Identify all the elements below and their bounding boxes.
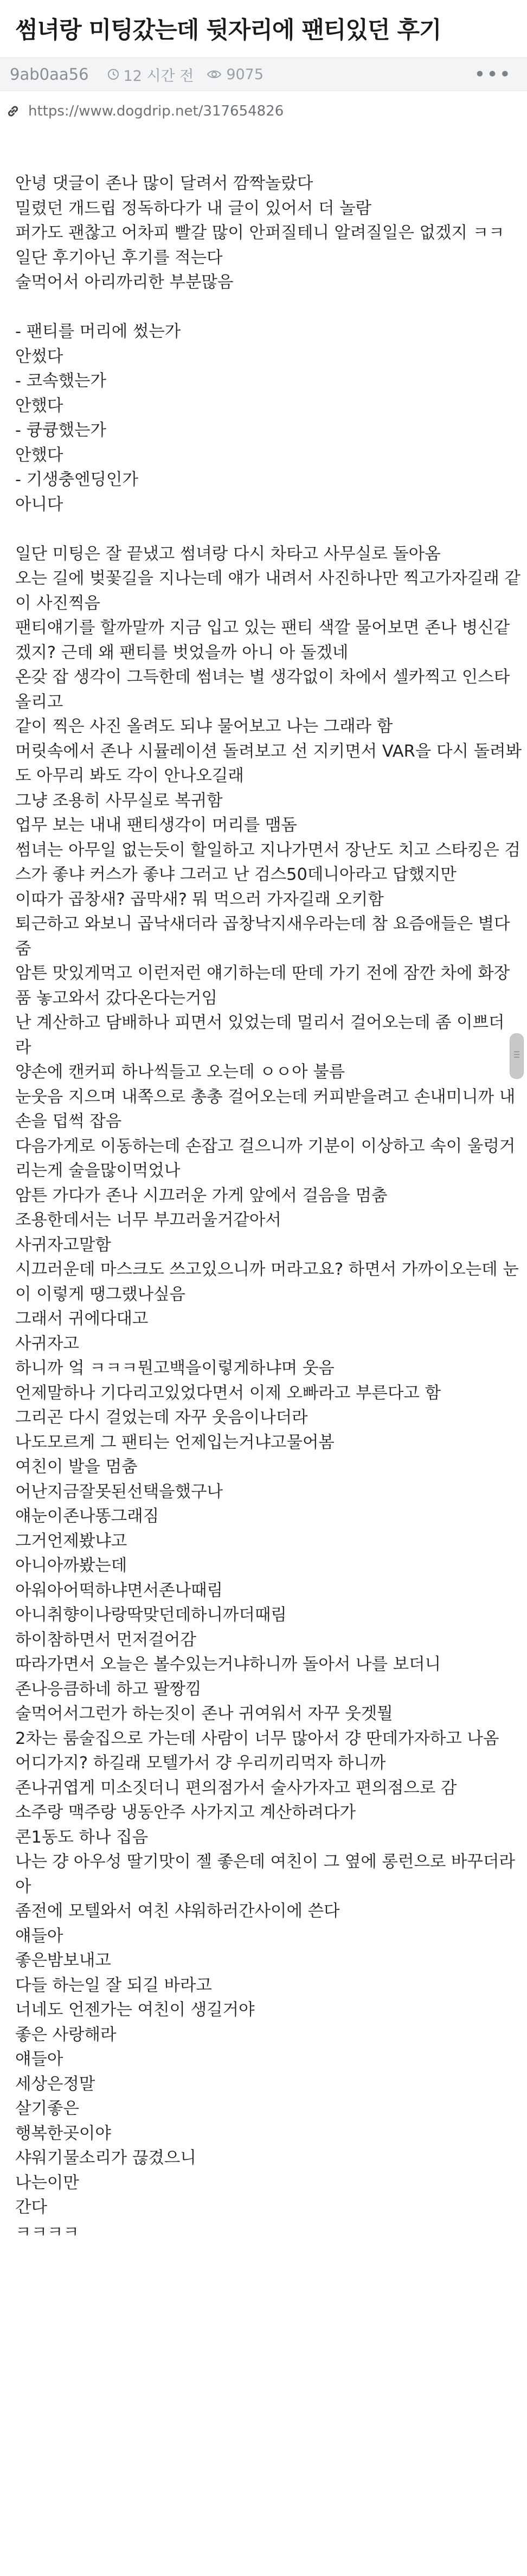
body-line: 눈웃음 지으며 내쪽으로 총총 걸어오는데 커피받을려고 손내미니까 내 <box>15 1087 516 1107</box>
body-line: 아 <box>15 1877 31 1896</box>
time-ago-label: 12 시간 전 <box>123 67 194 85</box>
body-line: 하이참하면서 먼저걸어감 <box>15 1630 196 1650</box>
body-line: 너네도 언젠가는 여친이 생길거야 <box>15 2000 255 2019</box>
body-line: 겠지? 근데 왜 팬티를 벗었을까 아니 아 돌겠네 <box>15 643 349 662</box>
body-line: 밀렸던 개드립 정독하다가 내 글이 있어서 더 놀람 <box>15 199 372 218</box>
body-line: 도 아무리 봐도 각이 안나오길래 <box>15 766 244 785</box>
post-meta-bar <box>0 57 527 91</box>
body-line <box>15 295 512 320</box>
post-url-link[interactable]: https://www.dogdrip.net/317654826 <box>28 103 284 119</box>
post-body <box>0 171 527 2245</box>
body-line: 술먹어서그런가 하는짓이 존나 귀여워서 자꾸 웃겟뭘 <box>15 1704 393 1723</box>
body-line: ㅋㅋㅋㅋ <box>15 2222 79 2242</box>
body-line: 술먹어서 아리까리한 부분많음 <box>15 273 234 292</box>
body-line: 리는게 술을많이먹었나 <box>15 1161 181 1180</box>
body-line: 팬티얘기를 할까말까 지금 입고 있는 팬티 색깔 물어보면 존나 병신같 <box>15 618 510 637</box>
body-line: 아워아어떡하냐면서존나때림 <box>15 1581 223 1600</box>
body-line: 좀전에 모텔와서 여친 샤워하러간사이에 쓴다 <box>15 1902 340 1921</box>
body-line: - 팬티를 머리에 썼는가 <box>15 322 181 341</box>
body-line: 일단 미팅은 잘 끝냈고 썸녀랑 다시 차타고 사무실로 돌아옴 <box>15 544 441 564</box>
body-line: 품 놓고와서 갔다온다는거임 <box>15 988 217 1008</box>
body-line: 세상은정말 <box>15 2074 95 2094</box>
body-line: 난 계산하고 담배하나 피면서 있었는데 멀리서 걸어오는데 좀 이쁘더 <box>15 1013 505 1032</box>
body-line: 어디가지? 하길래 모텔가서 걍 우리끼리먹자 하니까 <box>15 1754 386 1773</box>
body-line: 2차는 룸술집으로 가는데 사람이 너무 많아서 걍 딴데가자하고 나옴 <box>15 1729 499 1748</box>
body-line: 오는 길에 벚꽃길을 지나는데 얘가 내려서 사진하나만 찍고가자길래 같 <box>15 569 520 588</box>
body-line: 시끄러운데 마스크도 쓰고있으니까 머라고요? 하면서 가까이오는데 눈 <box>15 1260 519 1279</box>
body-line: 사귀자고 <box>15 1334 79 1353</box>
body-line: 그리곤 다시 걸었는데 자꾸 웃음이나더라 <box>15 1408 308 1427</box>
scrollbar-thumb[interactable] <box>510 1033 524 1079</box>
body-line: 일단 후기아닌 후기를 적는다 <box>15 248 223 267</box>
body-line: 하니까 엌 ㅋㅋㅋ뭔고백을이렇게하냐며 웃음 <box>15 1359 335 1378</box>
body-line: - 기생충엔딩인가 <box>15 470 138 489</box>
body-line: 간다 <box>15 2198 47 2217</box>
body-line: 언제말하나 기다리고있었다면서 이제 오빠라고 부른다고 함 <box>15 1383 441 1403</box>
body-line: - 큥큥했는가 <box>15 421 107 440</box>
body-line: 얘들아 <box>15 2050 63 2069</box>
body-line: 얘눈이존나똥그래짐 <box>15 1507 159 1526</box>
body-line: 그냥 조용히 사무실로 복귀함 <box>15 791 223 810</box>
body-line: 행복한곳이야 <box>15 2124 111 2143</box>
body-line: 아니취향이나랑딱맞던데하니까더때림 <box>15 1606 287 1625</box>
body-line: 소주랑 맥주랑 냉동안주 사가지고 계산하려다가 <box>15 1803 356 1822</box>
body-line: 좋은밤보내고 <box>15 1951 111 1970</box>
body-line: 그거언제봤냐고 <box>15 1531 127 1551</box>
body-line: 여친이 발을 멈춤 <box>15 1458 138 1476</box>
post-title: 썸녀랑 미팅갔는데 뒷자리에 팬티있던 후기 <box>15 17 441 44</box>
post-time <box>107 64 194 85</box>
body-line: 아니아까봤는데 <box>15 1556 127 1575</box>
body-line: 암튼 가다가 존나 시끄러운 가게 앞에서 걸음을 멈춤 <box>15 1186 388 1205</box>
body-line: 콘1동도 하나 집음 <box>15 1827 149 1847</box>
body-line: 이 이렇게 땡그랬나싶음 <box>15 1284 186 1304</box>
post-header <box>0 0 527 46</box>
body-line: 그래서 귀에다대고 <box>15 1309 149 1328</box>
body-line: 양손에 캔커피 하나씩들고 오는데 ㅇㅇ아 불름 <box>15 1063 345 1082</box>
views-count: 9075 <box>226 66 264 83</box>
clock-icon <box>107 68 119 80</box>
body-line: 따라가면서 오늘은 볼수있는거냐하니까 돌아서 나를 보더니 <box>15 1655 441 1674</box>
body-line: - 코속했는가 <box>15 372 107 391</box>
body-line: 나는이만 <box>15 2173 79 2193</box>
body-line: 암튼 맛있게먹고 이런저런 얘기하는데 딴데 가기 전에 잠깐 차에 화장 <box>15 964 510 983</box>
body-line: 어난지금잘못된선택을했구나 <box>15 1482 223 1501</box>
body-line: 존나응큼하네 하고 팔짱낌 <box>15 1679 202 1699</box>
body-line: 온갖 잡 생각이 그득한데 썸녀는 별 생각없이 차에서 셀카찍고 인스타 <box>15 668 510 687</box>
body-line: 사귀자고말함 <box>15 1235 111 1255</box>
body-line: 안했다 <box>15 445 63 465</box>
body-line: 썸녀는 아무일 없는듯이 할일하고 지나가면서 장난도 치고 스타킹은 검 <box>15 840 520 860</box>
body-line: 안했다 <box>15 396 63 416</box>
body-line: 샤워기물소리가 끊겼으니 <box>15 2149 196 2168</box>
body-line: 존나귀엽게 미소짓더니 편의점가서 술사가자고 편의점으로 감 <box>15 1778 457 1798</box>
body-line: 손을 덥썩 잡음 <box>15 1112 122 1131</box>
body-line: 안썼다 <box>15 347 63 366</box>
link-icon <box>5 104 21 119</box>
body-line: 이 사진찍음 <box>15 593 101 613</box>
body-line: 좋은 사랑해라 <box>15 2025 117 2044</box>
author-name[interactable]: 9ab0aa56 <box>10 65 89 84</box>
body-line: 다들 하는일 잘 되길 바라고 <box>15 1976 212 1995</box>
body-line: 나도모르게 그 팬티는 언제입는거냐고물어봄 <box>15 1433 335 1452</box>
body-line: 머릿속에서 존나 시뮬레이션 돌려보고 선 지키면서 VAR을 다시 돌려봐 <box>15 742 522 761</box>
body-line: 라 <box>15 1038 31 1057</box>
eye-icon <box>207 68 222 80</box>
body-line: 살기좋은 <box>15 2099 79 2118</box>
post-url-row <box>0 103 527 119</box>
body-line <box>15 517 512 542</box>
body-line: 다음가게로 이동하는데 손잡고 걸으니까 기분이 이상하고 속이 울렁거 <box>15 1136 516 1156</box>
more-options-icon[interactable]: ••• <box>474 63 512 86</box>
body-line: 같이 찍은 사진 올려도 되냐 물어보고 나는 그래라 함 <box>15 717 393 736</box>
body-line: 올리고 <box>15 692 63 712</box>
body-line: 나는 걍 아우성 딸기맛이 젤 좋은데 여친이 그 옆에 롱런으로 바꾸더라 <box>15 1852 515 1871</box>
body-line: 줌 <box>15 939 31 958</box>
body-line: 얘들아 <box>15 1926 63 1946</box>
body-line: 퍼가도 괜찮고 어차피 빨갈 많이 안퍼질테니 알려질일은 없겠지 ㅋㅋ <box>15 223 505 242</box>
post-views <box>207 66 264 83</box>
body-line: 퇴근하고 와보니 곱낙새더라 곱창낙지새우라는데 참 요즘애들은 별다 <box>15 915 510 934</box>
body-line: 업무 보는 내내 팬티생각이 머리를 맴돔 <box>15 816 297 835</box>
body-line: 조용한데서는 너무 부끄러울거같아서 <box>15 1211 281 1230</box>
body-line: 안녕 댓글이 존나 많이 달려서 깜짝놀랐다 <box>15 174 313 193</box>
body-line: 아니다 <box>15 495 63 514</box>
body-line: 이따가 곱창새? 곱막새? 뭐 먹으러 가자길래 오키함 <box>15 890 384 909</box>
body-line: 스가 좋냐 커스가 좋냐 그러고 난 검스50데니아라고 답했지만 <box>15 865 457 884</box>
